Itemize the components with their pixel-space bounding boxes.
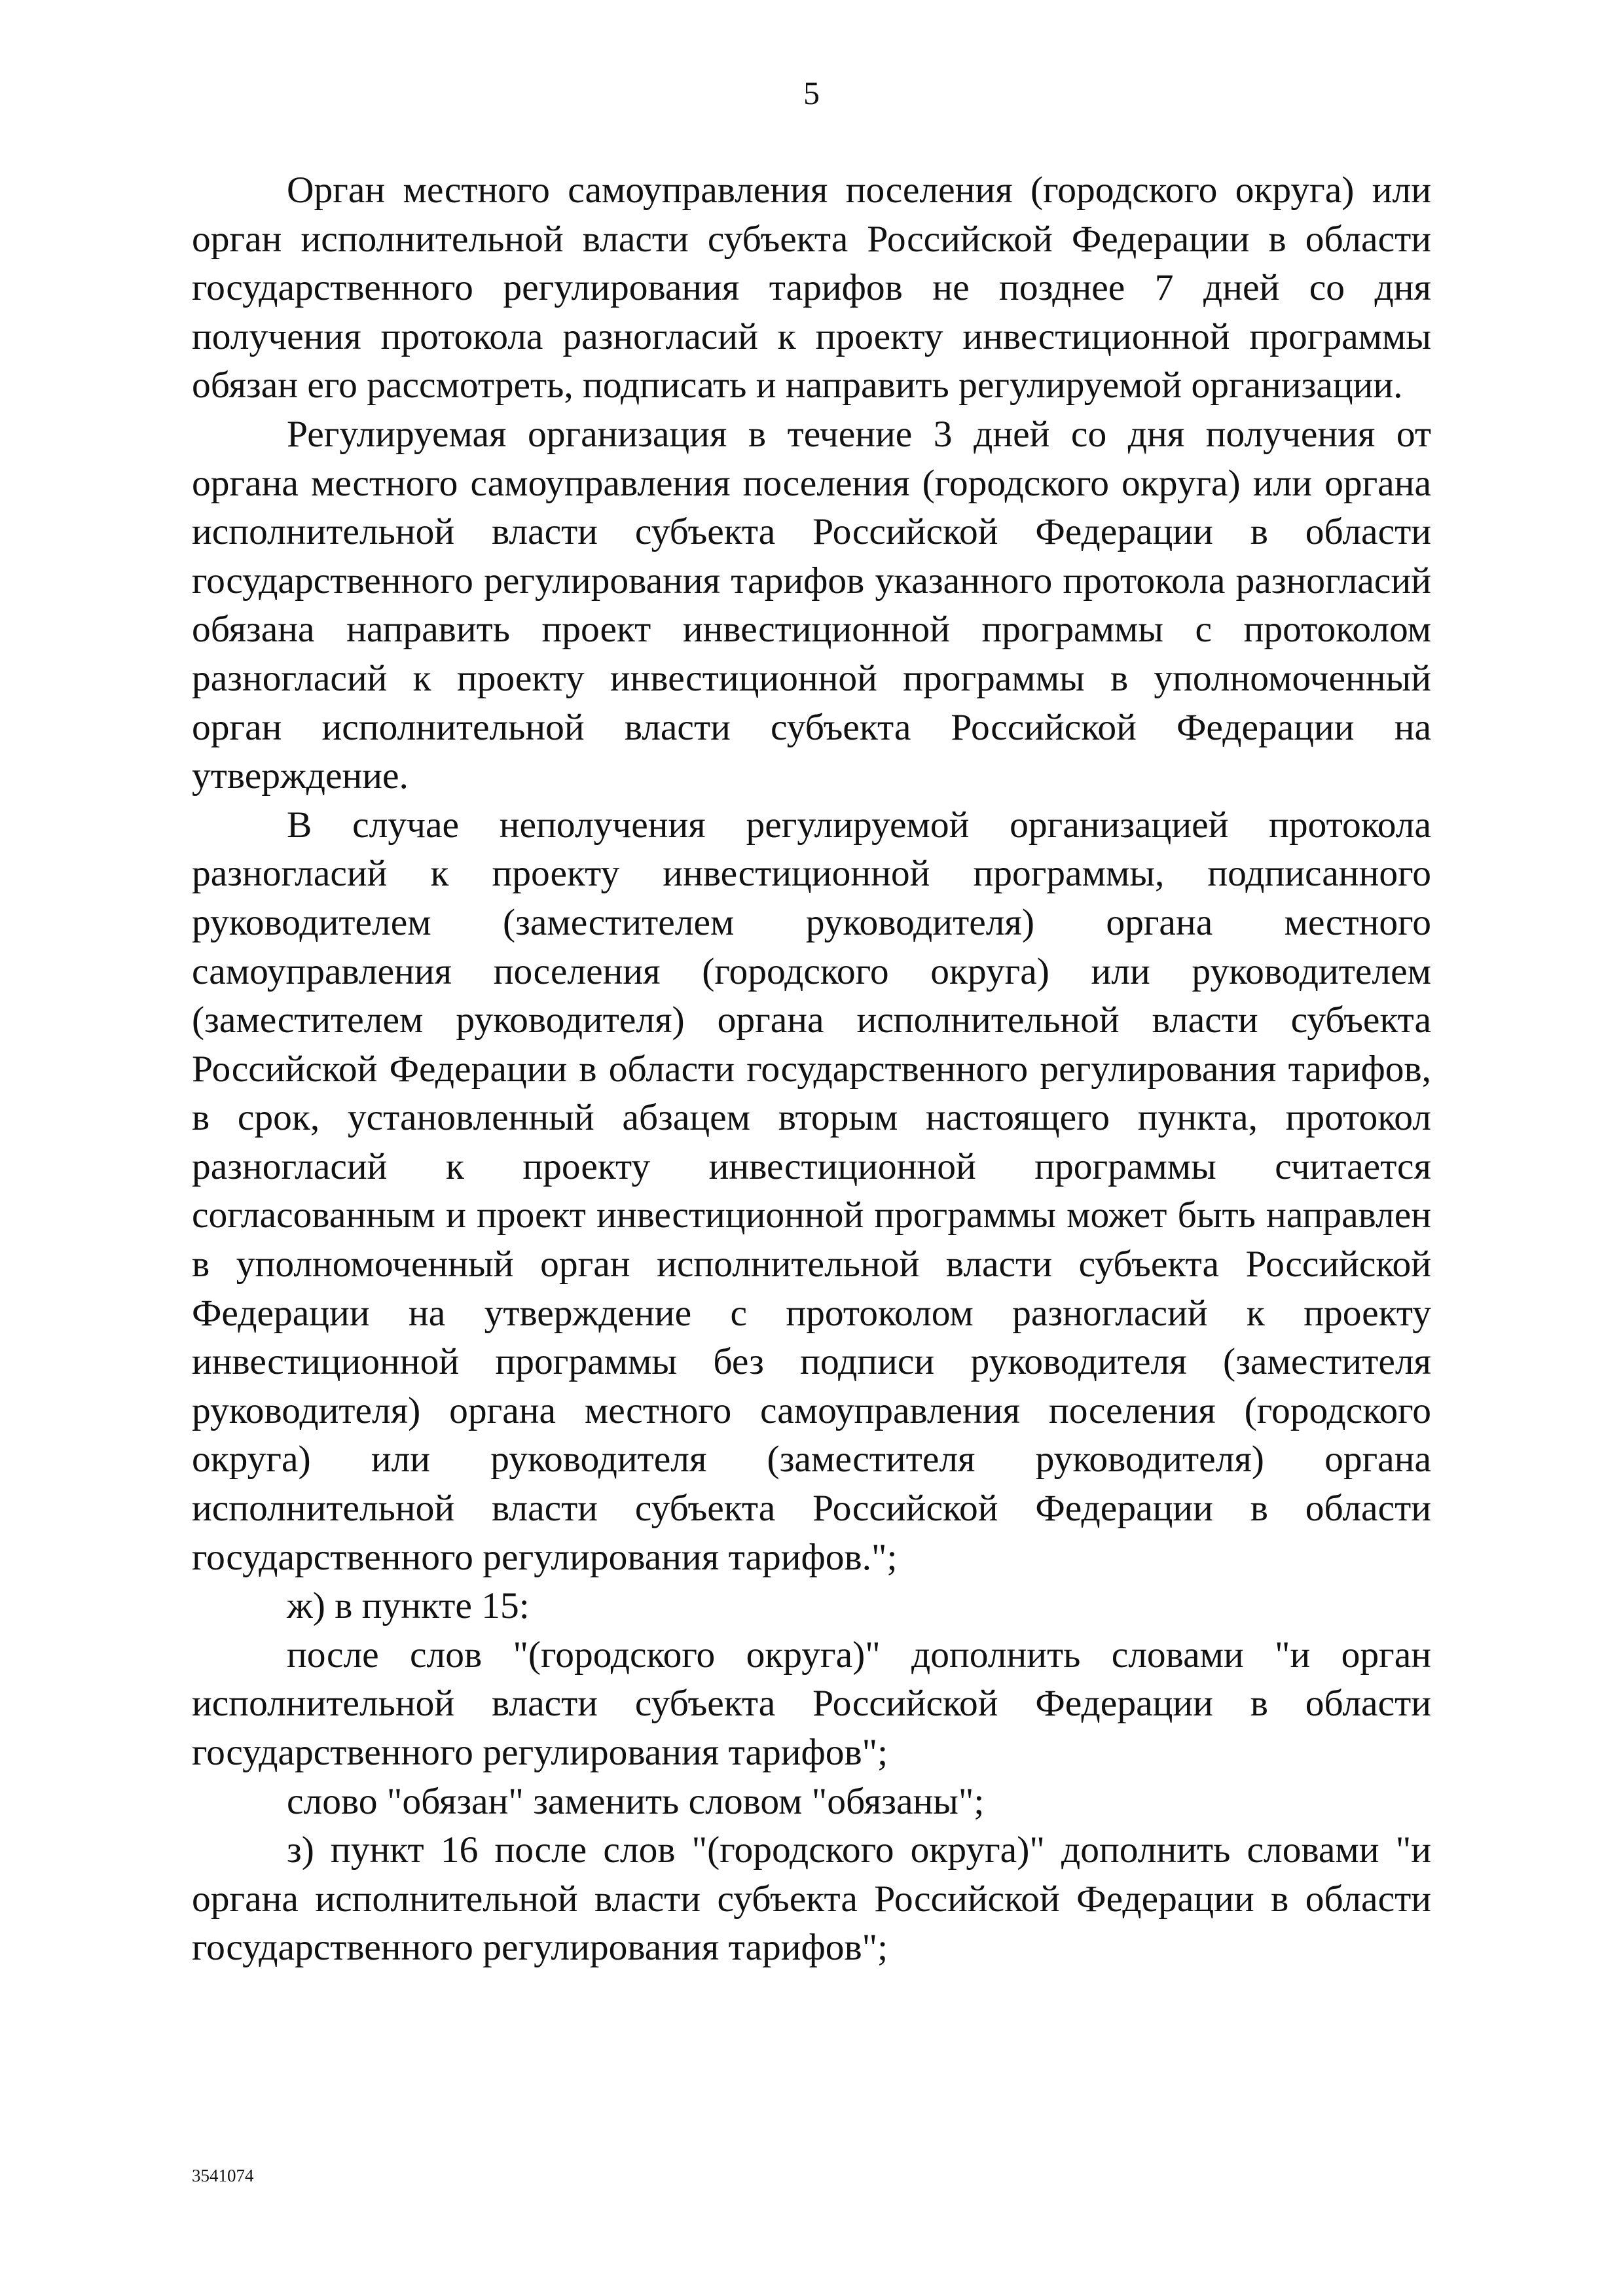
- paragraph-3: В случае неполучения регулируемой организацией протокола разногласий к проекту инвестиционной программы, подписанного руководителем (заместителем руководителя) органа местного самоуправления поселения (городского округа) или руководителем (заместителем руководителя) органа исполнительной власти субъекта Российской Федерации в области государственного регулирования тарифов, в срок, установленный абзацем вторым настоящего пункта, протокол разногласий к проекту инвестиционной программы считается согласованным и проект инвестиционной программы может быть направлен в уполномоченный орган исполнительной власти субъекта Российской Федерации на утверждение с протоколом разногласий к проекту инвестиционной программы без подписи руководителя (заместителя руководителя) органа местного самоуправления поселения (городского округа) или руководителя (заместителя руководителя) органа исполнительной власти субъекта Российской Федерации в области государственного регулирования тарифов.";: [192, 804, 1431, 1578]
- paragraph-2: Регулируемая организация в течение 3 дней со дня получения от органа местного самоуправления поселения (городского округа) или органа исполнительной власти субъекта Российской Федерации в области государственного регулирования тарифов указанного протокола разногласий обязана направить проект инвестиционной программы с протоколом разногласий к проекту инвестиционной программы в уполномоченный орган исполнительной власти субъекта Российской Федерации на утверждение.: [192, 413, 1431, 797]
- paragraph-4: ж) в пункте 15:: [287, 1585, 530, 1627]
- paragraph-7: з) пункт 16 после слов "(городского округа)" дополнить словами "и органа исполнительной власти субъекта Российской Федерации в области государственного регулирования тарифов";: [192, 1829, 1431, 1969]
- paragraph-6: слово "обязан" заменить словом "обязаны";: [287, 1780, 985, 1822]
- page-number: 5: [803, 75, 820, 111]
- document-body: [192, 166, 1431, 1973]
- document-code: 3541074: [192, 2166, 254, 2185]
- paragraph-5: после слов "(городского округа)" дополнить словами "и орган исполнительной власти субъекта Российской Федерации в области государственного регулирования тарифов";: [192, 1634, 1431, 1773]
- paragraph-1: Орган местного самоуправления поселения (городского округа) или орган исполнительной власти субъекта Российской Федерации в области государственного регулирования тарифов не позднее 7 дней со дня получения протокола разногласий к проекту инвестиционной программы обязан его рассмотреть, подписать и направить регулируемой организации.: [192, 170, 1431, 406]
